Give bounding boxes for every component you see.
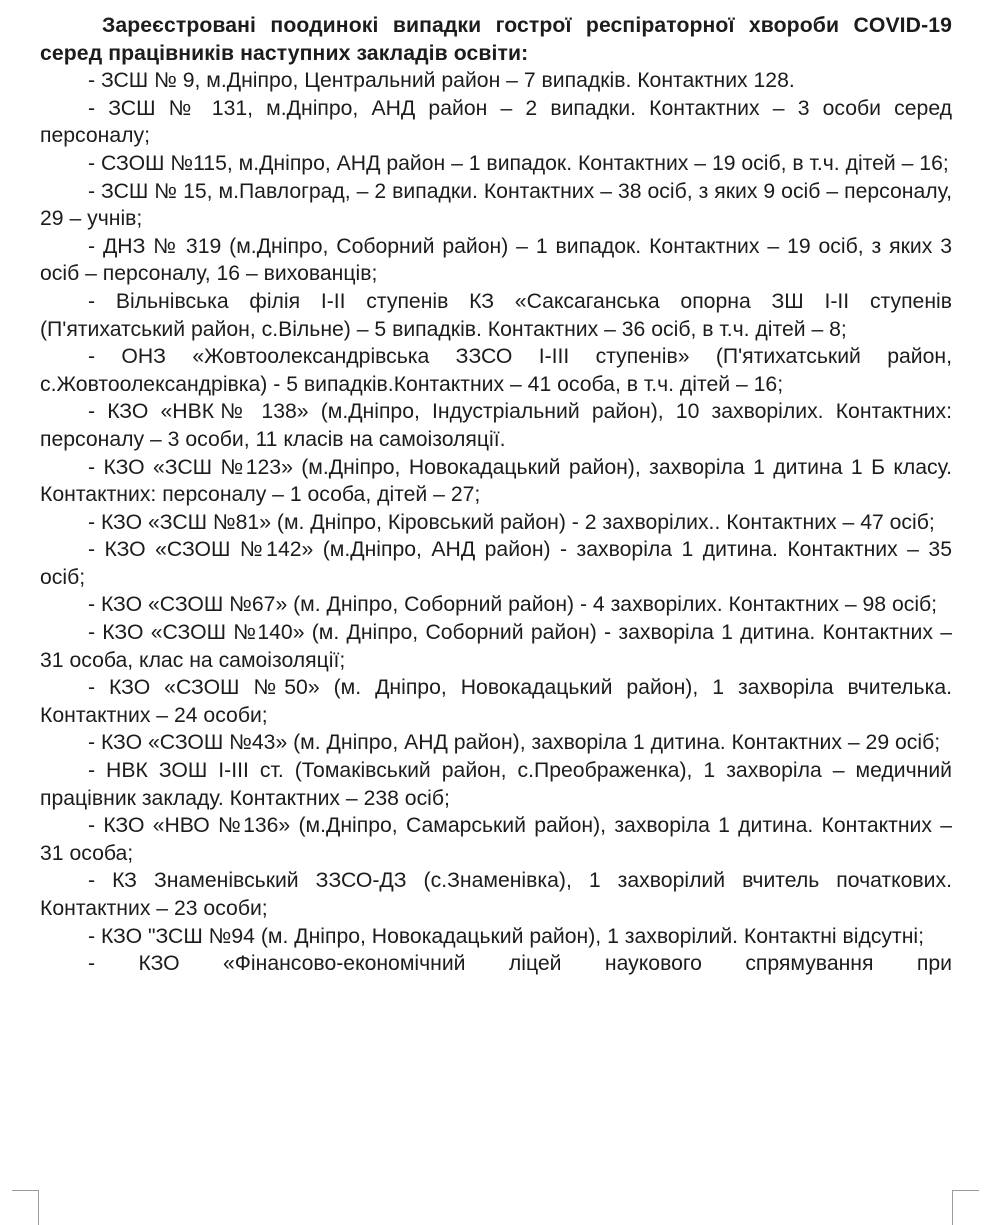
document-text	[40, 12, 952, 978]
list-item: - КЗО «СЗОШ №67» (м. Дніпро, Соборний район) - 4 захворілих. Контактних – 98 осіб;	[88, 593, 938, 617]
list-item: - КЗО «СЗОШ №50» (м. Дніпро, Новокадацький район), 1 захворіла вчителька. Контактних – 24 особи;	[40, 676, 952, 727]
list-item: - КЗО «НВО №136» (м.Дніпро, Самарський район), захворіла 1 дитина. Контактних – 31 особа;	[40, 814, 952, 865]
list-item: - СЗОШ №115, м.Дніпро, АНД район – 1 випадок. Контактних – 19 осіб, в т.ч. дітей – 16;	[88, 151, 949, 175]
list-item: - КЗО «ЗСШ №123» (м.Дніпро, Новокадацький район), захворіла 1 дитина 1 Б класу. Контактних: персоналу – 1 особа, дітей – 27;	[40, 455, 952, 507]
list-item: - НВК ЗОШ І-ІІІ ст. (Томаківський район, с.Преображенка), 1 захворіла – медичний працівник закладу. Контактних – 238 осіб;	[40, 759, 952, 810]
page-corner-mark-left	[12, 1190, 39, 1225]
list-item: - КЗО «СЗОШ №140» (м. Дніпро, Соборний район) - захворіла 1 дитина. Контактних – 31 особа, клас на самоізоляції;	[40, 621, 952, 672]
list-item: - КЗО «ЗСШ №81» (м. Дніпро, Кіровський район) - 2 захворілих.. Контактних – 47 осіб;	[88, 510, 935, 534]
list-item: - КЗО «Фінансово-економічний ліцей наукового спрямування при	[88, 952, 952, 976]
list-item: - КЗО «НВК№ 138» (м.Дніпро, Індустріальний район), 10 захворілих. Контактних: персоналу – 3 особи, 11 класів на самоізоляції.	[40, 400, 952, 451]
list-item: - КЗО "ЗСШ №94 (м. Дніпро, Новокадацький район), 1 захворілий. Контактні відсутні;	[88, 924, 925, 948]
list-item: - КЗО «СЗОШ №142» (м.Дніпро, АНД район) - захворіла 1 дитина. Контактних – 35 осіб;	[40, 538, 952, 589]
list-item: - ЗСШ № 131, м.Дніпро, АНД район – 2 випадки. Контактних – 3 особи серед персоналу;	[40, 96, 952, 148]
list-item: - ОНЗ «Жовтоолександрівська ЗЗСО І-ІІІ ступенів» (П'ятихатський район, с.Жовтоолександрівка) - 5 випадків.Контактних – 41 особа, в т.ч. дітей – 16;	[40, 345, 952, 396]
list-item: - ЗСШ № 9, м.Дніпро, Центральний район – 7 випадків. Контактних 128.	[88, 69, 795, 93]
page-corner-mark-right	[952, 1190, 979, 1225]
list-item: - ЗСШ № 15, м.Павлоград, – 2 випадки. Контактних – 38 осіб, з яких 9 осіб – персоналу, 29 – учнів;	[40, 179, 952, 231]
list-item: - Вільнівська філія І-ІІ ступенів КЗ «Саксаганська опорна ЗШ І-ІІ ступенів (П'ятихатський район, с.Вільне) – 5 випадків. Контактних – 36 осіб, в т.ч. дітей – 8;	[40, 289, 952, 341]
list-item: - КЗ Знаменівський ЗЗСО-ДЗ (с.Знаменівка), 1 захворілий вчитель початкових. Контактних – 23 особи;	[40, 869, 952, 920]
list-item: - КЗО «СЗОШ №43» (м. Дніпро, АНД район), захворіла 1 дитина. Контактних – 29 осіб;	[88, 731, 941, 755]
document-heading: Зареєстровані поодинокі випадки гострої респіраторної хвороби COVID-19 серед працівників наступних закладів освіти:	[40, 14, 952, 65]
list-item: - ДНЗ № 319 (м.Дніпро, Соборний район) – 1 випадок. Контактних – 19 осіб, з яких 3 осіб – персоналу, 16 – вихованців;	[40, 234, 952, 286]
